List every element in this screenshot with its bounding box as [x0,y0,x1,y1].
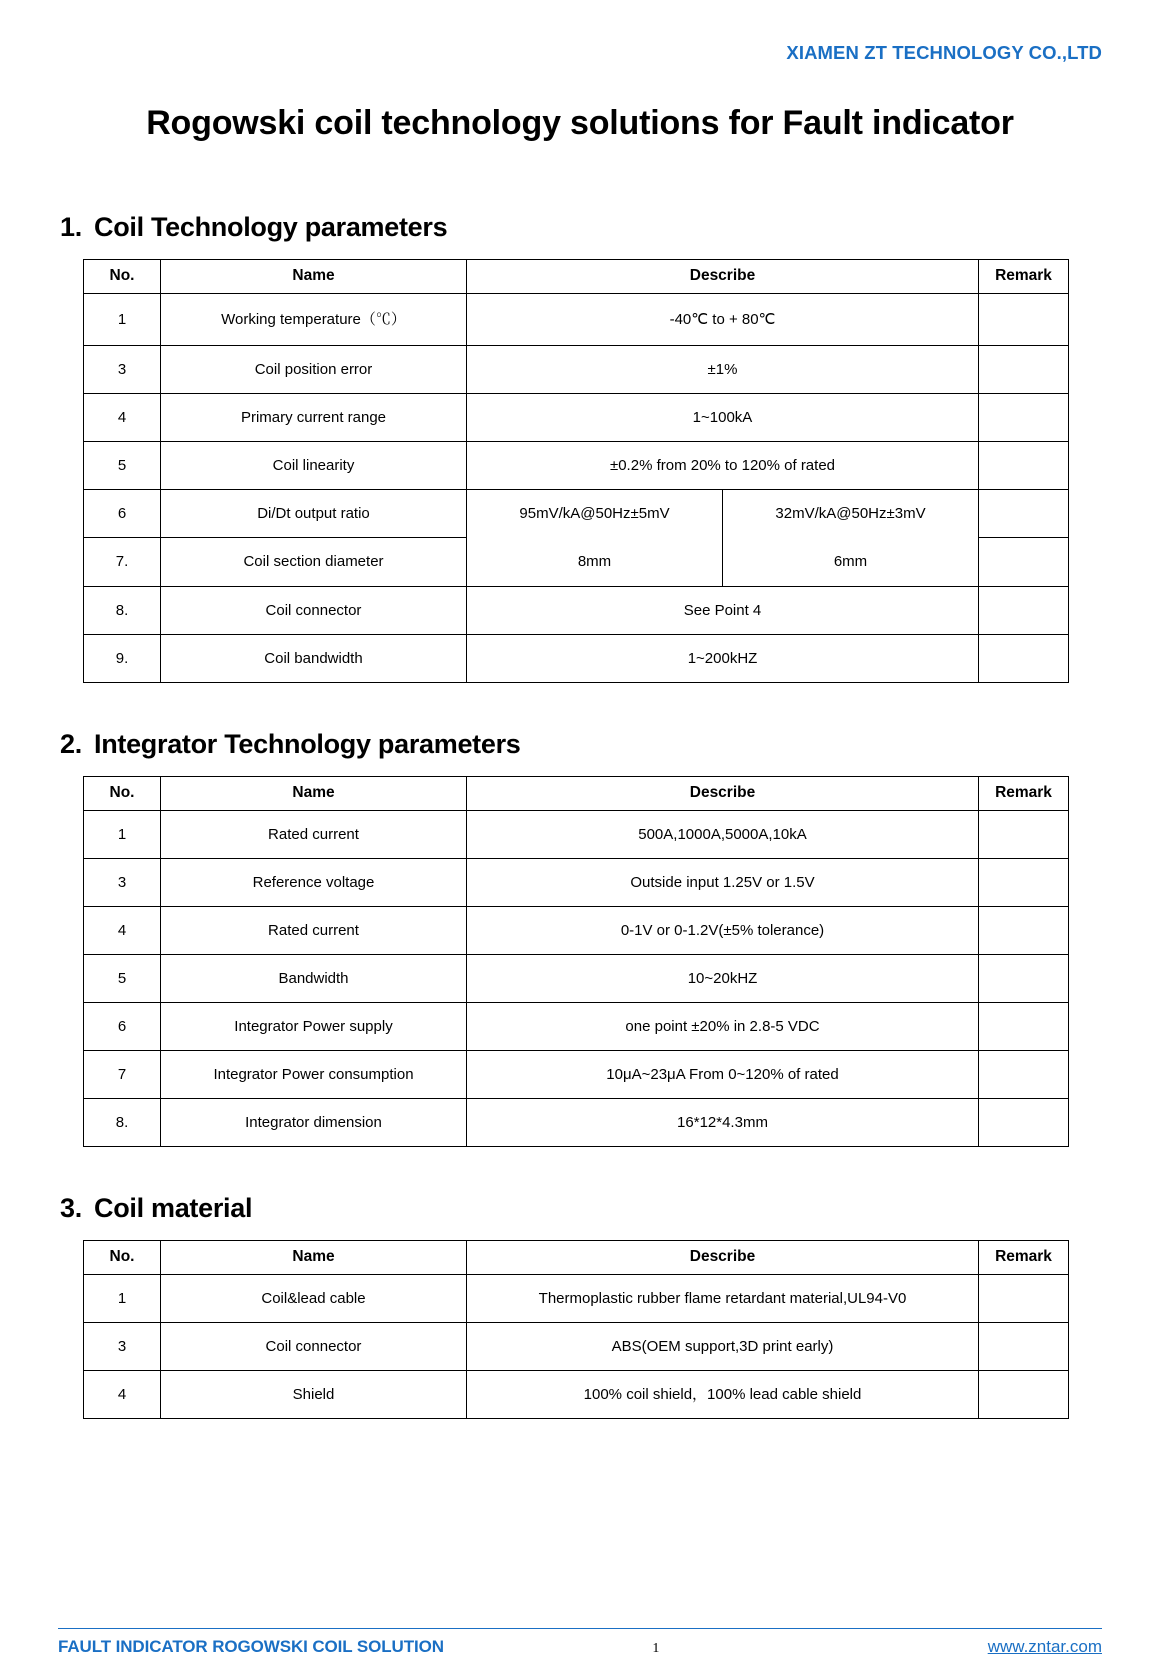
cell-no: 5 [84,441,161,489]
cell-describe: ±1% [467,345,979,393]
cell-remark [979,906,1069,954]
cell-no: 1 [84,1274,161,1322]
cell-describe: one point ±20% in 2.8-5 VDC [467,1002,979,1050]
cell-name: Primary current range [161,393,467,441]
cell-no: 9. [84,634,161,682]
cell-describe: 1~200kHZ [467,634,979,682]
table-row [84,906,1069,954]
section-heading-3 [60,1147,1160,1240]
cell-describe-split [467,489,979,538]
table-row [84,393,1069,441]
column-header-no: No. [84,776,161,810]
cell-remark [979,634,1069,682]
cell-remark [979,1370,1069,1418]
table-row [84,1370,1069,1418]
cell-describe: Outside input 1.25V or 1.5V [467,858,979,906]
section-number-2: 2. [60,728,82,759]
column-header-describe: Describe [467,1240,979,1274]
cell-name: Working temperature（℃） [161,293,467,345]
cell-no: 7 [84,1050,161,1098]
table-row [84,634,1069,682]
cell-remark [979,538,1069,587]
cell-no: 4 [84,393,161,441]
cell-name: Rated current [161,810,467,858]
cell-name: Coil&lead cable [161,1274,467,1322]
footer-website-link[interactable]: www.zntar.com [987,1637,1102,1656]
cell-no: 7. [84,538,161,587]
table-body-1 [84,293,1069,682]
table-header-3 [84,1240,1069,1274]
footer-solution-label: FAULT INDICATOR ROGOWSKI COIL SOLUTION [58,1637,444,1656]
cell-remark [979,858,1069,906]
cell-remark [979,1050,1069,1098]
cell-name: Di/Dt output ratio [161,489,467,538]
cell-name: Coil section diameter [161,538,467,587]
cell-remark [979,1098,1069,1146]
cell-describe: ±0.2% from 20% to 120% of rated [467,441,979,489]
cell-remark [979,441,1069,489]
cell-no: 3 [84,345,161,393]
column-header-describe: Describe [467,776,979,810]
cell-describe: -40℃ to + 80℃ [467,293,979,345]
table-wrapper-2 [0,776,1160,1147]
column-header-remark: Remark [979,776,1069,810]
table-row [84,1274,1069,1322]
table-wrapper-1 [0,259,1160,683]
table-row [84,1050,1069,1098]
cell-no: 3 [84,858,161,906]
cell-remark [979,345,1069,393]
table-row [84,810,1069,858]
section-title-3: Coil material [94,1192,253,1223]
document-footer [0,1628,1160,1657]
cell-name: Coil connector [161,586,467,634]
cell-no: 8. [84,586,161,634]
cell-describe-right: 32mV/kA@50Hz±3mV [775,505,926,523]
cell-no: 4 [84,1370,161,1418]
section-number-3: 3. [60,1192,82,1223]
table-row [84,441,1069,489]
cell-remark [979,1002,1069,1050]
cell-describe: 16*12*4.3mm [467,1098,979,1146]
cell-remark [979,489,1069,538]
cell-describe: 100% coil shield，100% lead cable shield [467,1370,979,1418]
table-wrapper-3 [0,1240,1160,1419]
cell-name: Reference voltage [161,858,467,906]
cell-name: Coil connector [161,1322,467,1370]
table-row [84,345,1069,393]
document-header [0,0,1160,64]
cell-no: 6 [84,489,161,538]
section-heading-2 [60,683,1160,776]
cell-describe: 10~20kHZ [467,954,979,1002]
integrator-technology-parameters-table [83,776,1069,1147]
column-header-name: Name [161,259,467,293]
cell-name: Coil bandwidth [161,634,467,682]
cell-describe: See Point 4 [467,586,979,634]
cell-describe: 500A,1000A,5000A,10kA [467,810,979,858]
cell-describe: 10μA~23μA From 0~120% of rated [467,1050,979,1098]
column-header-no: No. [84,259,161,293]
coil-technology-parameters-table [83,259,1069,683]
cell-name: Integrator Power supply [161,1002,467,1050]
cell-remark [979,293,1069,345]
table-header-1 [84,259,1069,293]
table-body-2 [84,810,1069,1146]
coil-material-table [83,1240,1069,1419]
column-header-describe: Describe [467,259,979,293]
cell-describe: 1~100kA [467,393,979,441]
cell-no: 6 [84,1002,161,1050]
cell-describe: 0-1V or 0-1.2V(±5% tolerance) [467,906,979,954]
table-row [84,586,1069,634]
column-header-remark: Remark [979,259,1069,293]
cell-remark [979,1322,1069,1370]
page-title: Rogowski coil technology solutions for Fault indicator [146,104,1014,142]
column-header-name: Name [161,776,467,810]
cell-no: 5 [84,954,161,1002]
table-row [84,858,1069,906]
cell-describe-split [467,538,979,587]
cell-name: Integrator Power consumption [161,1050,467,1098]
cell-describe: ABS(OEM support,3D print early) [467,1322,979,1370]
table-row [84,1002,1069,1050]
page-number: 1 [652,1641,660,1656]
cell-name: Coil linearity [161,441,467,489]
cell-remark [979,1274,1069,1322]
cell-name: Integrator dimension [161,1098,467,1146]
cell-describe-right: 6mm [833,553,868,571]
section-heading-1 [60,166,1160,259]
table-row [84,1322,1069,1370]
column-header-no: No. [84,1240,161,1274]
table-row [84,1098,1069,1146]
table-row [84,489,1069,538]
cell-describe: Thermoplastic rubber flame retardant material,UL94-V0 [467,1274,979,1322]
cell-name: Coil position error [161,345,467,393]
cell-remark [979,810,1069,858]
cell-describe-left: 95mV/kA@50Hz±5mV [467,490,723,538]
cell-remark [979,954,1069,1002]
cell-no: 1 [84,293,161,345]
cell-name: Shield [161,1370,467,1418]
footer-row [58,1637,1102,1657]
section-title-1: Coil Technology parameters [94,211,448,242]
table-row [84,954,1069,1002]
table-header-2 [84,776,1069,810]
table-body-3 [84,1274,1069,1418]
cell-no: 1 [84,810,161,858]
cell-remark [979,393,1069,441]
column-header-name: Name [161,1240,467,1274]
column-header-remark: Remark [979,1240,1069,1274]
table-header-row [84,1240,1069,1274]
cell-no: 8. [84,1098,161,1146]
company-name: XIAMEN ZT TECHNOLOGY CO.,LTD [786,42,1102,63]
table-row [84,293,1069,345]
footer-divider [58,1628,1102,1629]
cell-no: 4 [84,906,161,954]
cell-no: 3 [84,1322,161,1370]
table-header-row [84,259,1069,293]
cell-remark [979,586,1069,634]
section-number-1: 1. [60,211,82,242]
cell-name: Rated current [161,906,467,954]
section-title-2: Integrator Technology parameters [94,728,521,759]
table-header-row [84,776,1069,810]
cell-describe-left: 8mm [467,538,723,586]
cell-name: Bandwidth [161,954,467,1002]
table-row [84,538,1069,587]
